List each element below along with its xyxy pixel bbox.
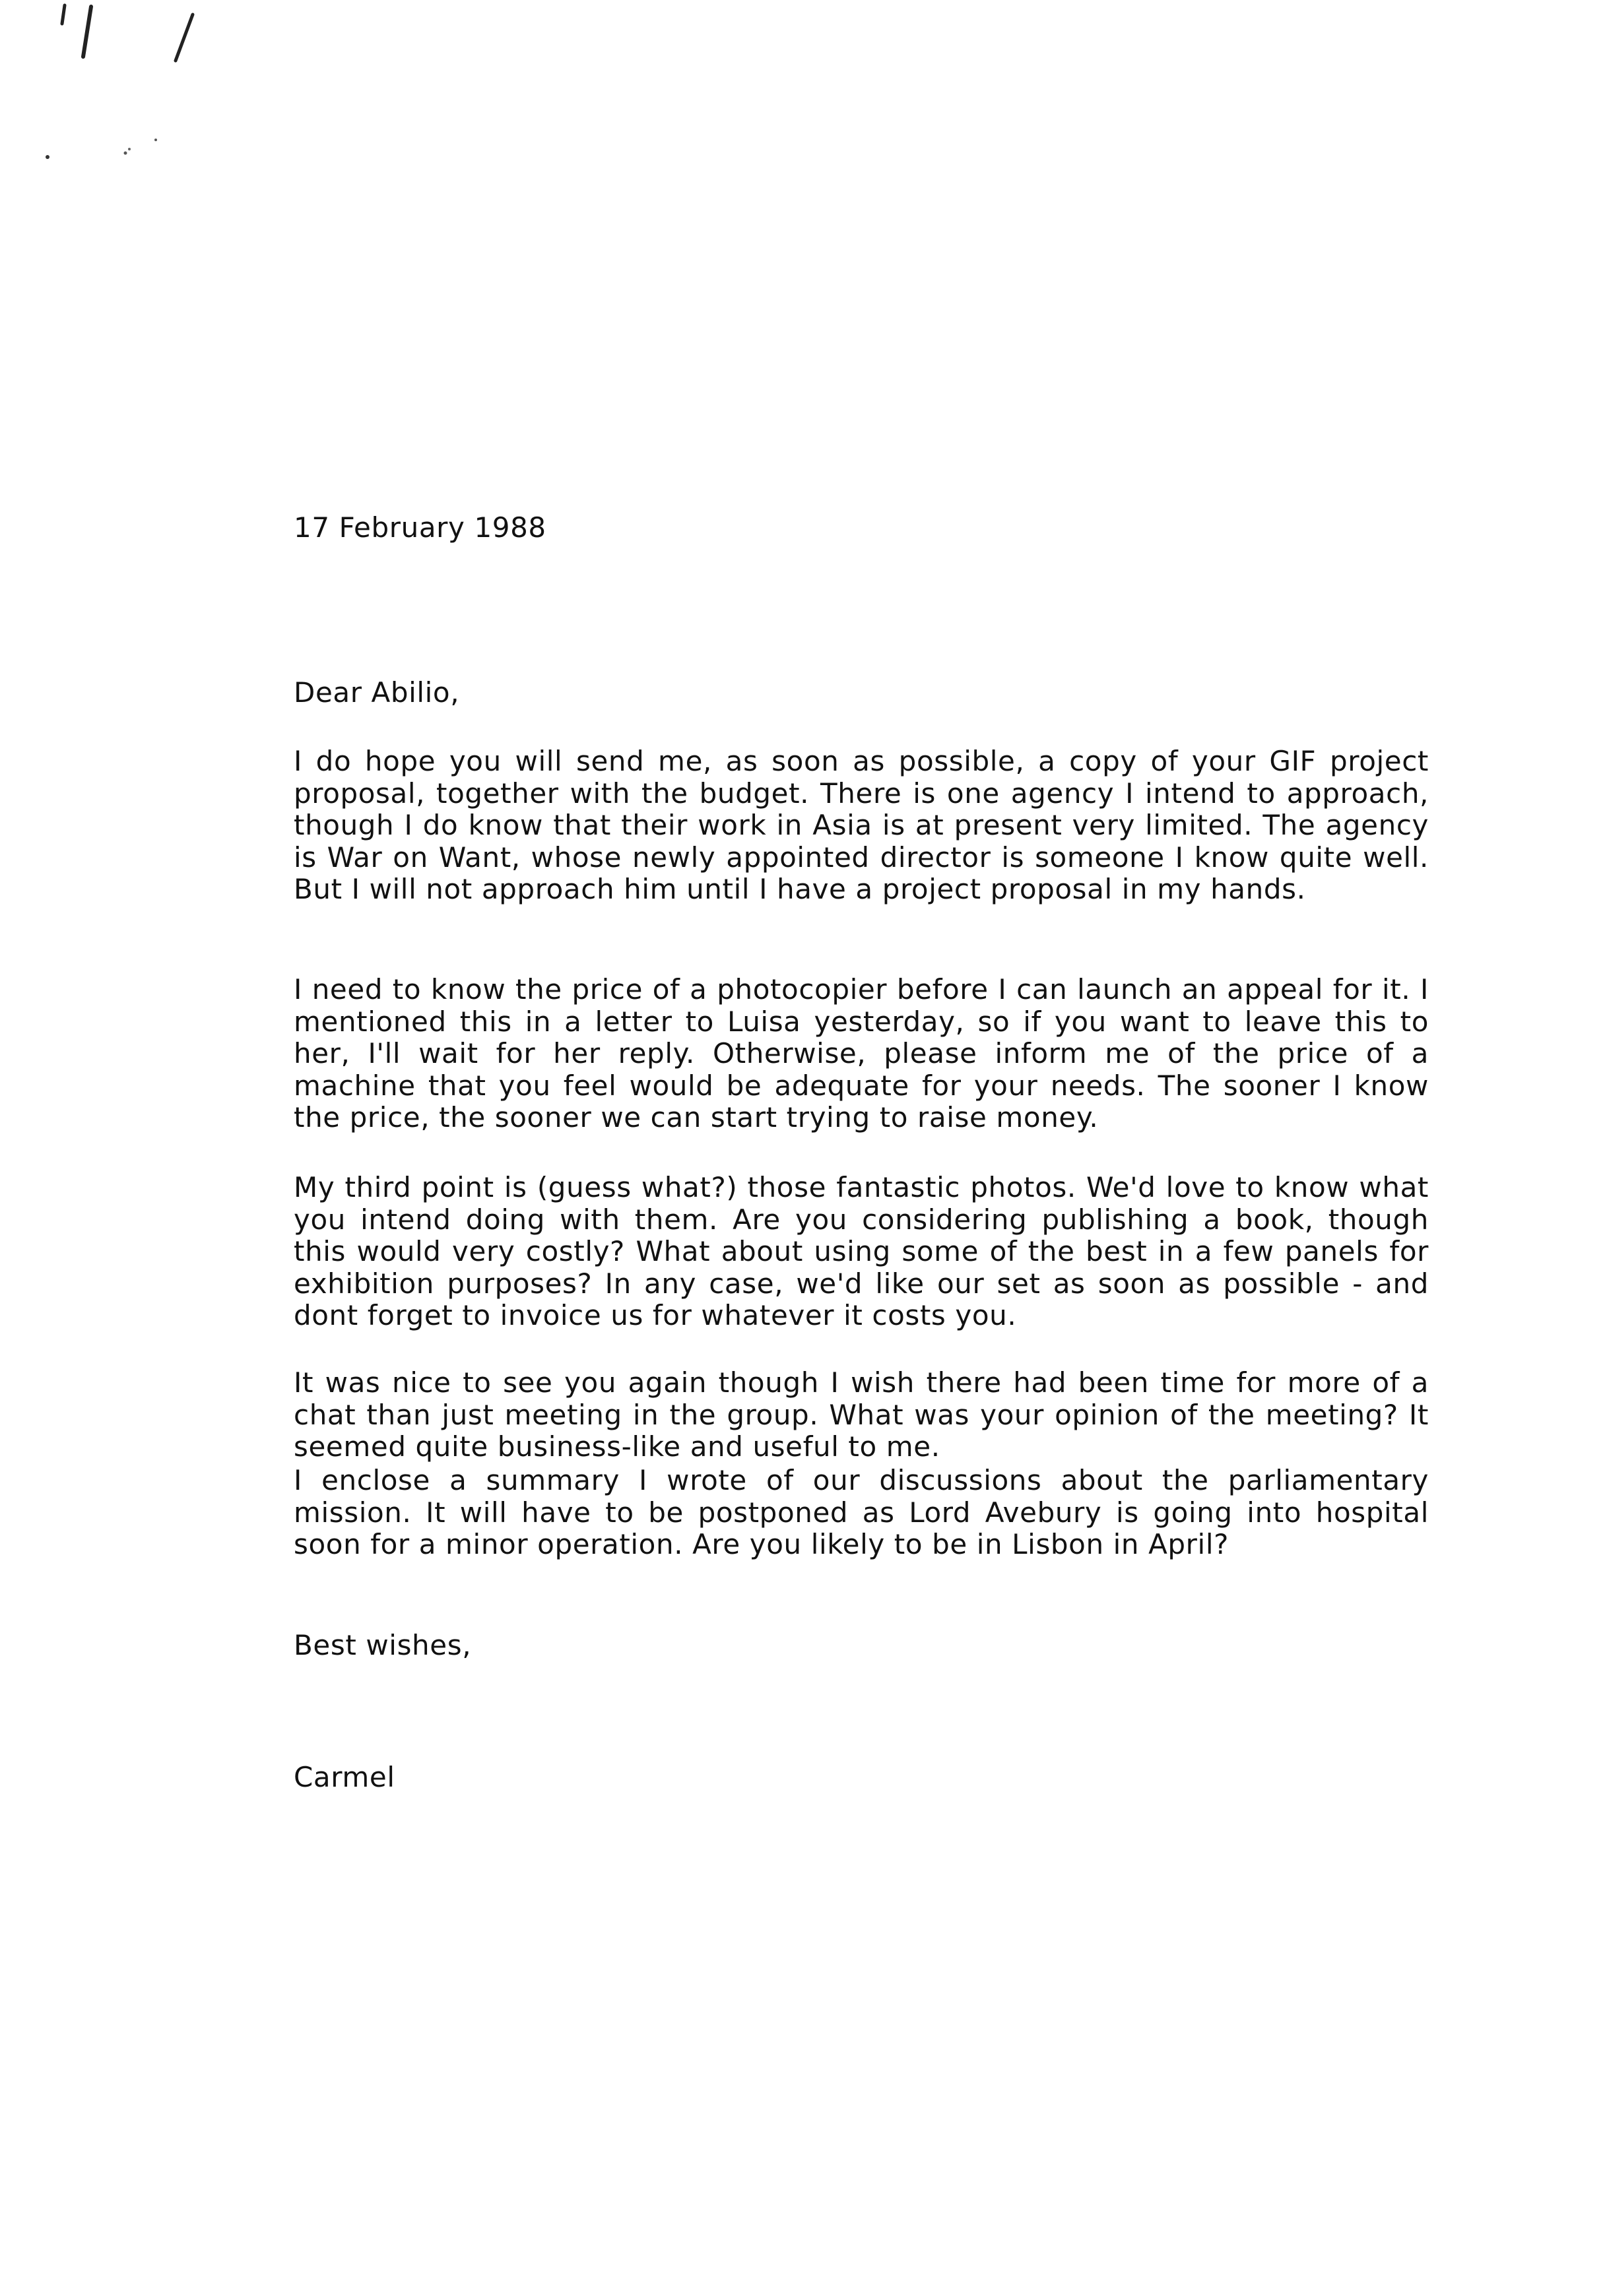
paragraph-parliamentary-mission: I enclose a summary I wrote of our discussions about the parliamentary mission. It will have to be postponed as Lord Avebury is going into hospital soon for a minor operation. Are you likely to be in Lisbon in April? bbox=[294, 1464, 1429, 1560]
ink-dot-4 bbox=[154, 139, 157, 141]
pen-stroke-3 bbox=[176, 15, 193, 61]
paragraph-gif-proposal: I do hope you will send me, as soon as possible, a copy of your GIF project proposal, together with the budget. There is one agency I intend to approach, though I do know that their work in Asia is at present very limited. The agency is War on Want, whose newly appointed director is someone I know quite well. But I will not approach him until I have a project proposal in my hands. bbox=[294, 745, 1429, 905]
ink-dot-1 bbox=[46, 155, 49, 159]
paragraph-meeting: It was nice to see you again though I wish there had been time for more of a chat than just meeting in the group. What was your opinion of the meeting? It seemed quite business-like and useful to me. bbox=[294, 1366, 1429, 1463]
ink-dot-2 bbox=[124, 152, 127, 155]
letter-date: 17 February 1988 bbox=[294, 511, 546, 544]
pen-stroke-1 bbox=[62, 5, 65, 24]
signature: Carmel bbox=[294, 1761, 395, 1793]
handwritten-marks bbox=[40, 0, 211, 172]
paragraph-photocopier: I need to know the price of a photocopier before I can launch an appeal for it. I mentioned this in a letter to Luisa yesterday, so if you want to leave this to her, I'll wait for her reply. Otherwise, please inform me of the price of a machine that you feel would be adequate for your needs. The sooner I know the price, the sooner we can start trying to raise money. bbox=[294, 973, 1429, 1133]
paragraph-photos: My third point is (guess what?) those fantastic photos. We'd love to know what you intend doing with them. Are you considering publishing a book, though this would very costly? What about using some of the best in a few panels for exhibition purposes? In any case, we'd like our set as soon as possible - and dont forget to invoice us for whatever it costs you. bbox=[294, 1171, 1429, 1331]
ink-dot-3 bbox=[128, 148, 131, 150]
closing: Best wishes, bbox=[294, 1629, 472, 1661]
salutation: Dear Abilio, bbox=[294, 676, 460, 709]
pen-stroke-2 bbox=[83, 7, 91, 57]
